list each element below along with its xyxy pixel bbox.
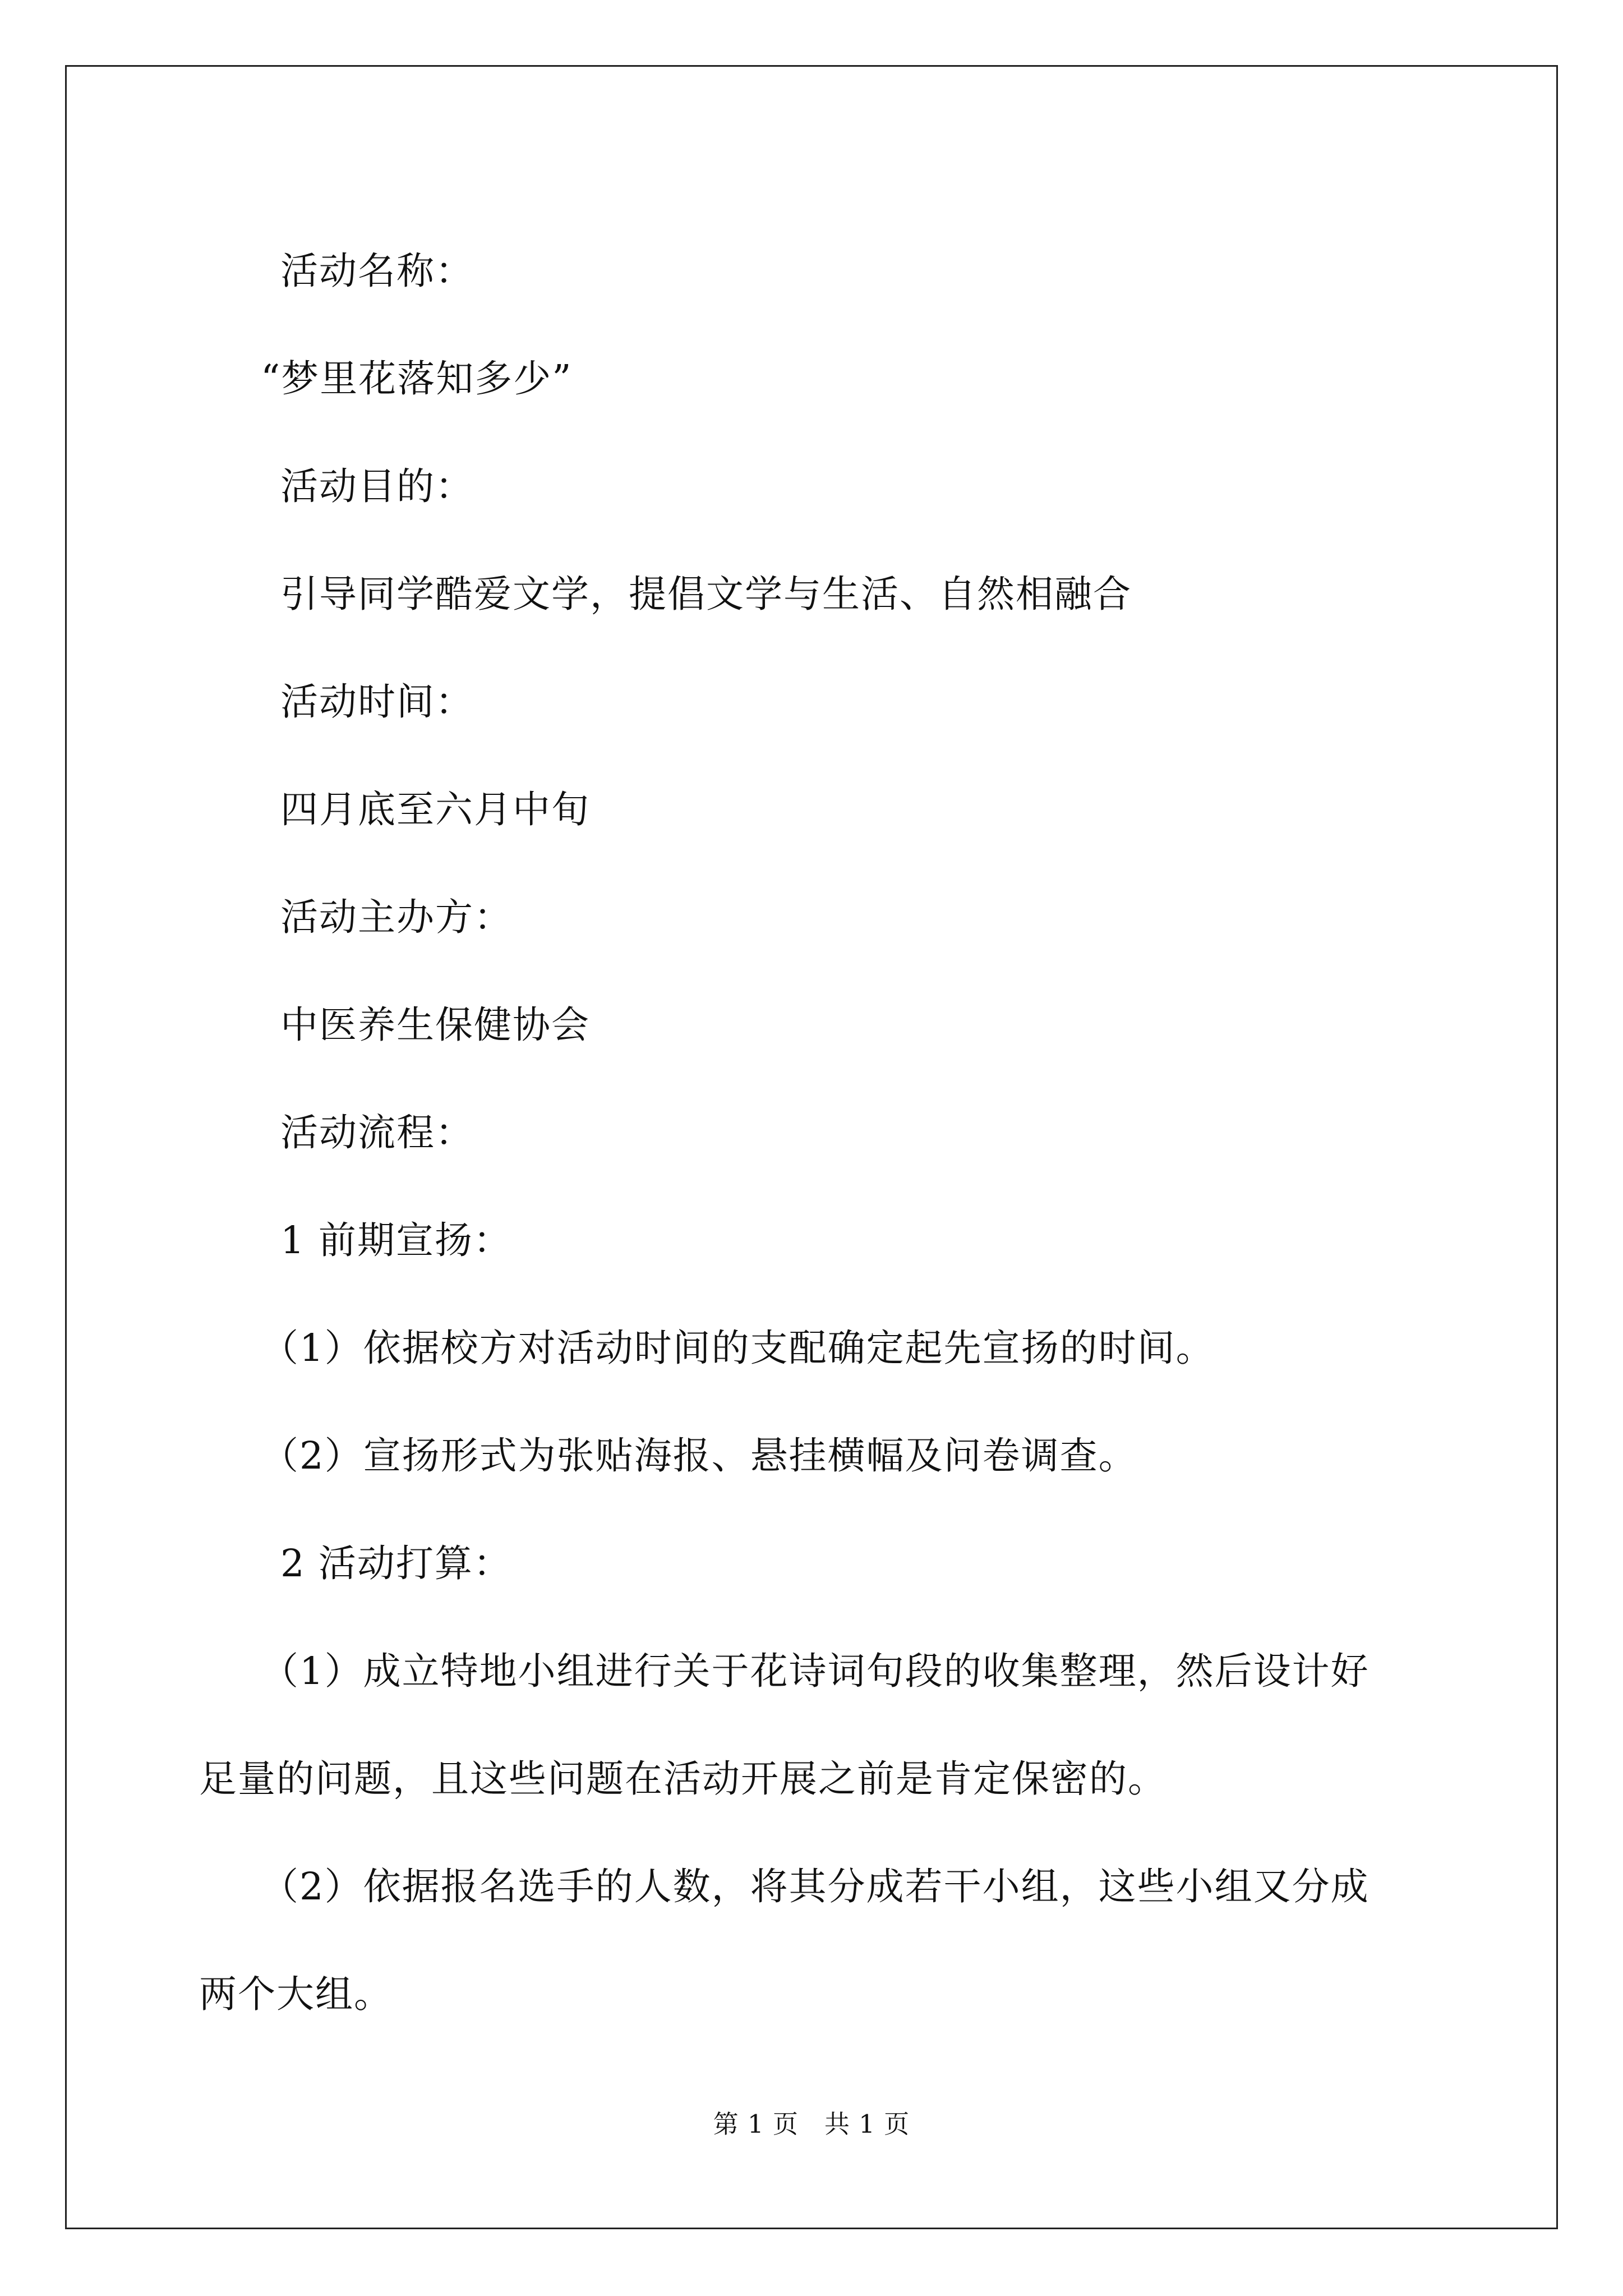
doc-line: （1）依据校方对活动时间的支配确定起先宣扬的时间。 (261, 1326, 1215, 1370)
doc-line: 中医养生保健协会 (280, 1003, 590, 1047)
doc-line: 活动名称： (280, 249, 474, 293)
doc-line: 四月底至六月中旬 (280, 788, 590, 831)
doc-line: 引导同学酷爱文学，提倡文学与生活、自然相融合 (280, 572, 1132, 616)
doc-line: 足量的问题，且这些问题在活动开展之前是肯定保密的。 (199, 1757, 1166, 1801)
doc-line: 活动流程： (280, 1111, 474, 1154)
doc-line: 活动时间： (280, 680, 474, 724)
document-body (199, 217, 1433, 2048)
doc-line: “梦里花落知多少” (261, 357, 573, 401)
doc-line: 活动主办方： (280, 895, 513, 939)
doc-line: （1）成立特地小组进行关于花诗词句段的收集整理，然后设计好 (261, 1649, 1370, 1693)
doc-line: 两个大组。 (199, 1972, 393, 2016)
doc-line: 活动目的： (280, 464, 474, 508)
doc-line: （2）宣扬形式为张贴海报、悬挂横幅及问卷调查。 (261, 1434, 1137, 1478)
page-number-footer: 第 1 页 共 1 页 (713, 2109, 910, 2139)
doc-line: （2）依据报名选手的人数，将其分成若干小组，这些小组又分成 (261, 1865, 1370, 1908)
doc-line: 1 前期宣扬： (280, 1218, 512, 1262)
doc-line: 2 活动打算： (280, 1542, 512, 1585)
